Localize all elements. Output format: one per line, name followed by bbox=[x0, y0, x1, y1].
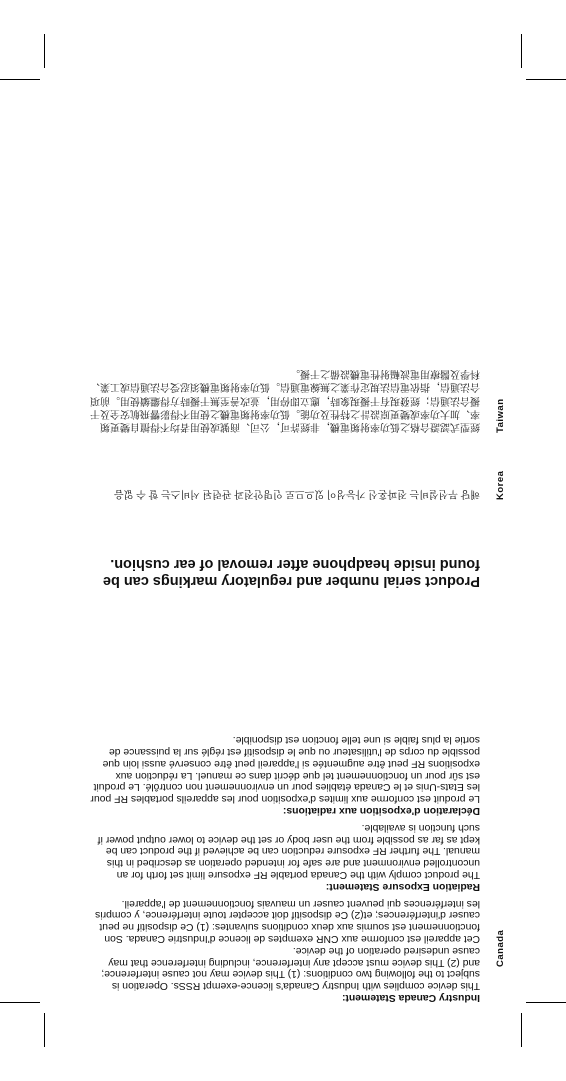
product-serial-note: Product serial number and regulatory markings can be found inside headphone after removal of ear cushion. bbox=[102, 556, 480, 589]
declaration-heading: Déclaration d'exposition aux radiations: bbox=[282, 805, 480, 817]
korea-statement: 해당 무선설비는 전파혼신 가능성이 있으므로 인명안전과 관련된 서비스는 할 수 없음 bbox=[114, 488, 480, 499]
section-label-canada: Canada bbox=[495, 929, 506, 967]
radiation-heading: Radiation Exposure Statement: bbox=[325, 880, 480, 892]
ic-statement-english: This device complies with Industry Canada's licence-exempt RSSs. Operation is subject to the following two conditions: (1) This device may not cause interference; and (2) This device must accept any interference, including interference that may cause undesired operation of the device. bbox=[101, 944, 480, 992]
section-label-korea: Korea bbox=[495, 470, 506, 500]
declaration-statement-french: Le produit est conforme aux limites d'exposition pour les appareils portables RF pour les Etats-Unis et le Canada établies pour un environnement non contrôlé. Le produit est sûr pour un fonctionnement tel que décrit dans ce manuel. La réduction aux expositions RF peut être augmentée si l'appareil peut être conservé aussi loin que possible du corps de l'utilisateur ou que le dispositif est réglé sur la puissance de sortie la plus faible si une telle fonction est disponible. bbox=[90, 734, 480, 805]
ic-statement-heading: Industry Canada Statement: bbox=[342, 992, 480, 1003]
taiwan-statement: 經型式認證合格之低功率射頻電機，非經許可，公司、商號或使用者均不得擅自變更頻率、加大功率或變更原設計之特性及功能。低功率射頻電機之使用不得影響飛航安全及干擾合法通信；經發現有干擾現象時，應立即停用，並改善至無干擾時方得繼續使用。前項合法通信，指依電信法規定作業之無線電通信。低功率射頻電機須忍受合法通信或工業、科學及醫療用電波輻射性電機設備之干擾。 bbox=[90, 368, 480, 432]
canada-section bbox=[86, 733, 480, 1003]
ic-statement-french: Cet appareil est conforme aux CNR exemptes de licence d'Industrie Canada. Son fonctionnement est soumis aux deux conditions suivantes: (1) Ce dispositif ne peut causer d'interférences; et(2) Ce dispositif doit accepter toute interférence, y compris les interférences qui peuvent causer un mauvais fonctionnement de l'appareil. bbox=[95, 897, 480, 945]
taiwan-section bbox=[82, 367, 480, 433]
radiation-statement-english: The product comply with the Canada portable RF exposure limit set forth for an uncontrolled environment and are safe for intended operation as described in this manual. The further RF exposure reduction can be achieved if the product can be kept as far as possible from the user body or set the device to lower output power if such function is available. bbox=[97, 821, 480, 881]
korea-section bbox=[86, 487, 480, 500]
section-label-taiwan: Taiwan bbox=[495, 398, 506, 433]
